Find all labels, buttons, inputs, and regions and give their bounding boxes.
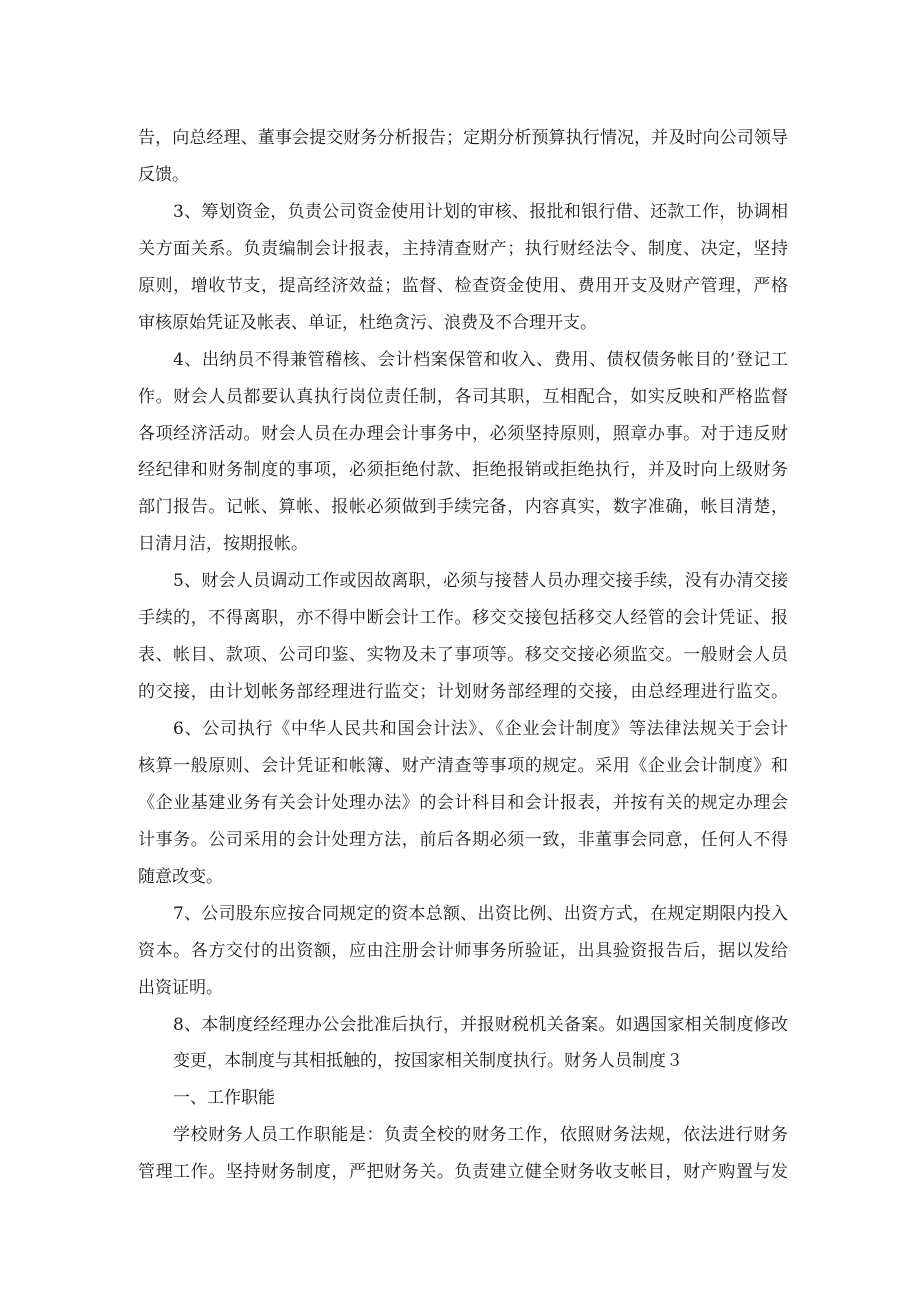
text-line: 的交接，由计划帐务部经理进行监交；计划财务部经理的交接，由总经理进行监交。 xyxy=(138,682,789,703)
text-line: 8、本制度经经理办公会批准后执行，并报财税机关备案。如遇国家相关制度修改 xyxy=(173,1014,789,1035)
text-line: 表、帐目、款项、公司印鉴、实物及未了事项等。移交交接必须监交。一般财会人员 xyxy=(138,645,789,666)
text-line: 告，向总经理、董事会提交财务分析报告；定期分析预算执行情况，并及时向公司领导 xyxy=(138,128,789,148)
text-line: 经纪律和财务制度的事项，必须拒绝付款、拒绝报销或拒绝执行，并及时向上级财务 xyxy=(138,460,789,481)
text-line: 各项经济活动。财会人员在办理会计事务中，必须坚持原则，照章办事。对于违反财 xyxy=(138,423,789,444)
text-line: 一、工作职能 xyxy=(173,1088,275,1109)
text-line: 出资证明。 xyxy=(138,977,223,998)
text-line: 学校财务人员工作职能是：负责全校的财务工作，依照财务法规，依法进行财务 xyxy=(173,1125,789,1146)
text-line: 原则，增收节支，提高经济效益；监督、检查资金使用、费用开支及财产管理，严格 xyxy=(138,275,789,296)
text-line: 《企业基建业务有关会计处理办法》的会计科目和会计报表，并按有关的规定办理会 xyxy=(138,792,789,813)
text-line: 5、财会人员调动工作或因故离职，必须与接替人员办理交接手续，没有办清交接 xyxy=(173,571,789,592)
text-line: 审核原始凭证及帐表、单证，杜绝贪污、浪费及不合理开支。 xyxy=(138,312,597,333)
text-line: 计事务。公司采用的会计处理方法，前后各期必须一致，非董事会同意，任何人不得 xyxy=(138,829,789,850)
text-line: 作。财会人员都要认真执行岗位责任制，各司其职，互相配合，如实反映和严格监督 xyxy=(138,386,789,407)
text-line: 管理工作。坚持财务制度，严把财务关。负责建立健全财务收支帐目，财产购置与发 xyxy=(138,1162,789,1183)
text-line: 手续的，不得离职，亦不得中断会计工作。移交交接包括移交人经管的会计凭证、报 xyxy=(138,608,789,629)
text-line: 6、公司执行《中华人民共和国会计法》、《企业会计制度》等法律法规关于会计 xyxy=(173,719,789,739)
text-line: 3、筹划资金，负责公司资金使用计划的审核、报批和银行借、还款工作，协调相 xyxy=(173,201,789,222)
text-line: 部门报告。记帐、算帐、报帐必须做到手续完备，内容真实，数字准确，帐目清楚， xyxy=(138,497,789,518)
text-line: 关方面关系。负责编制会计报表，主持清查财产；执行财经法令、制度、决定，坚持 xyxy=(138,238,789,259)
text-line: 核算一般原则、会计凭证和帐簿、财产清查等事项的规定。采用《企业会计制度》和 xyxy=(138,755,789,776)
text-line: 7、公司股东应按合同规定的资本总额、出资比例、出资方式，在规定期限内投入 xyxy=(173,903,789,924)
text-line: 日清月洁，按期报帐。 xyxy=(138,534,308,555)
text-line: 反馈。 xyxy=(138,164,189,185)
text-line: 资本。各方交付的出资额，应由注册会计师事务所验证，出具验资报告后，据以发给 xyxy=(138,940,789,961)
text-line: 随意改变。 xyxy=(138,866,223,887)
document-body xyxy=(138,120,788,1191)
text-line: 变更，本制度与其相抵触的，按国家相关制度执行。财务人员制度３ xyxy=(173,1051,683,1072)
text-line: 4、出纳员不得兼管稽核、会计档案保管和收入、费用、债权债务帐目的’登记工 xyxy=(173,349,789,370)
